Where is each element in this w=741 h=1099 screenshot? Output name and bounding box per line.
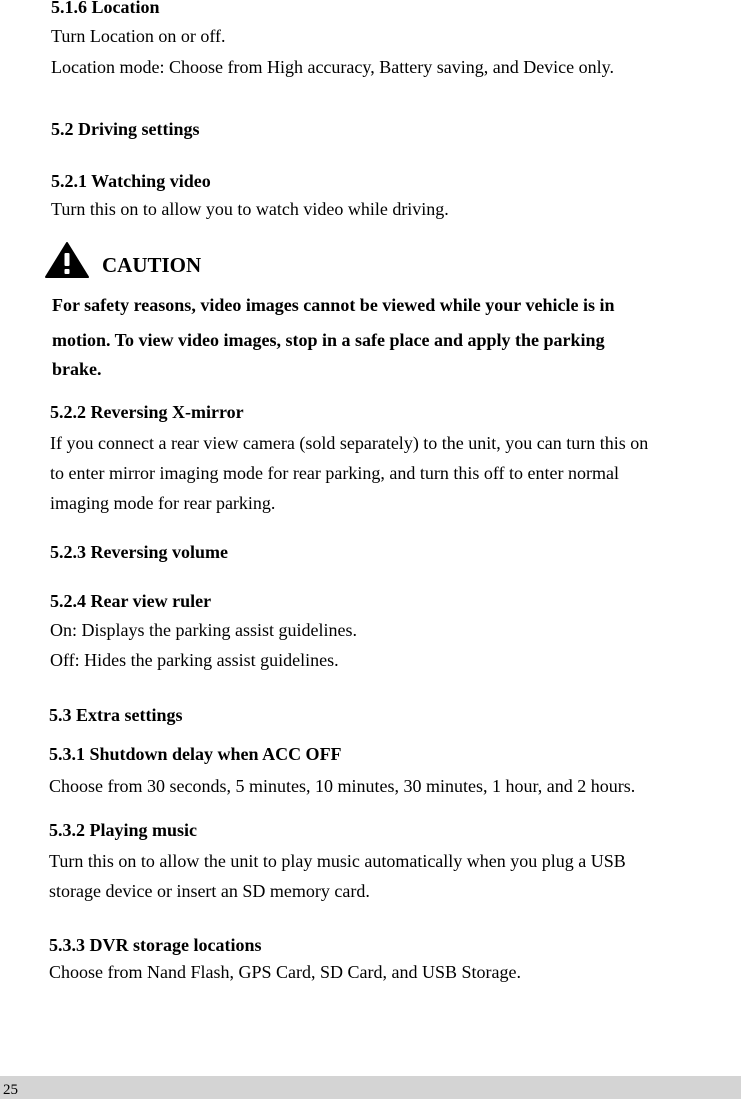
- section-heading: 5.2 Driving settings: [51, 119, 200, 139]
- warning-triangle-icon: [44, 241, 90, 279]
- body-text: Turn Location on or off.: [51, 26, 226, 46]
- body-text: Off: Hides the parking assist guidelines.: [50, 650, 339, 670]
- section-heading: 5.3.3 DVR storage locations: [49, 935, 262, 955]
- body-text: Location mode: Choose from High accuracy, Battery saving, and Device only.: [51, 57, 614, 77]
- section-heading: 5.2.1 Watching video: [51, 171, 211, 191]
- body-text: storage device or insert an SD memory card.: [49, 881, 370, 901]
- body-text: On: Displays the parking assist guidelines.: [50, 620, 357, 640]
- body-text: Choose from 30 seconds, 5 minutes, 10 minutes, 30 minutes, 1 hour, and 2 hours.: [49, 776, 636, 796]
- section-heading: 5.2.2 Reversing X-mirror: [50, 402, 244, 422]
- body-text: If you connect a rear view camera (sold separately) to the unit, you can turn this on: [50, 433, 649, 453]
- body-text: Choose from Nand Flash, GPS Card, SD Card, and USB Storage.: [49, 962, 521, 982]
- caution-title: CAUTION: [102, 253, 202, 277]
- section-heading: 5.2.4 Rear view ruler: [50, 591, 212, 611]
- caution-text: For safety reasons, video images cannot be viewed while your vehicle is in: [52, 295, 615, 315]
- section-heading: 5.2.3 Reversing volume: [50, 542, 228, 562]
- section-heading: 5.3.1 Shutdown delay when ACC OFF: [49, 744, 342, 764]
- section-heading: 5.3 Extra settings: [49, 705, 183, 725]
- body-text: to enter mirror imaging mode for rear parking, and turn this off to enter normal: [50, 463, 619, 483]
- body-text: imaging mode for rear parking.: [50, 493, 276, 513]
- caution-text: brake.: [52, 359, 102, 379]
- section-heading: 5.1.6 Location: [51, 0, 160, 17]
- page-footer: [0, 1076, 741, 1099]
- caution-text: motion. To view video images, stop in a safe place and apply the parking: [52, 330, 605, 350]
- section-heading: 5.3.2 Playing music: [49, 820, 198, 840]
- body-text: Turn this on to allow the unit to play music automatically when you plug a USB: [49, 851, 626, 871]
- body-text: Turn this on to allow you to watch video while driving.: [51, 199, 449, 219]
- page-number: 25: [3, 1082, 18, 1098]
